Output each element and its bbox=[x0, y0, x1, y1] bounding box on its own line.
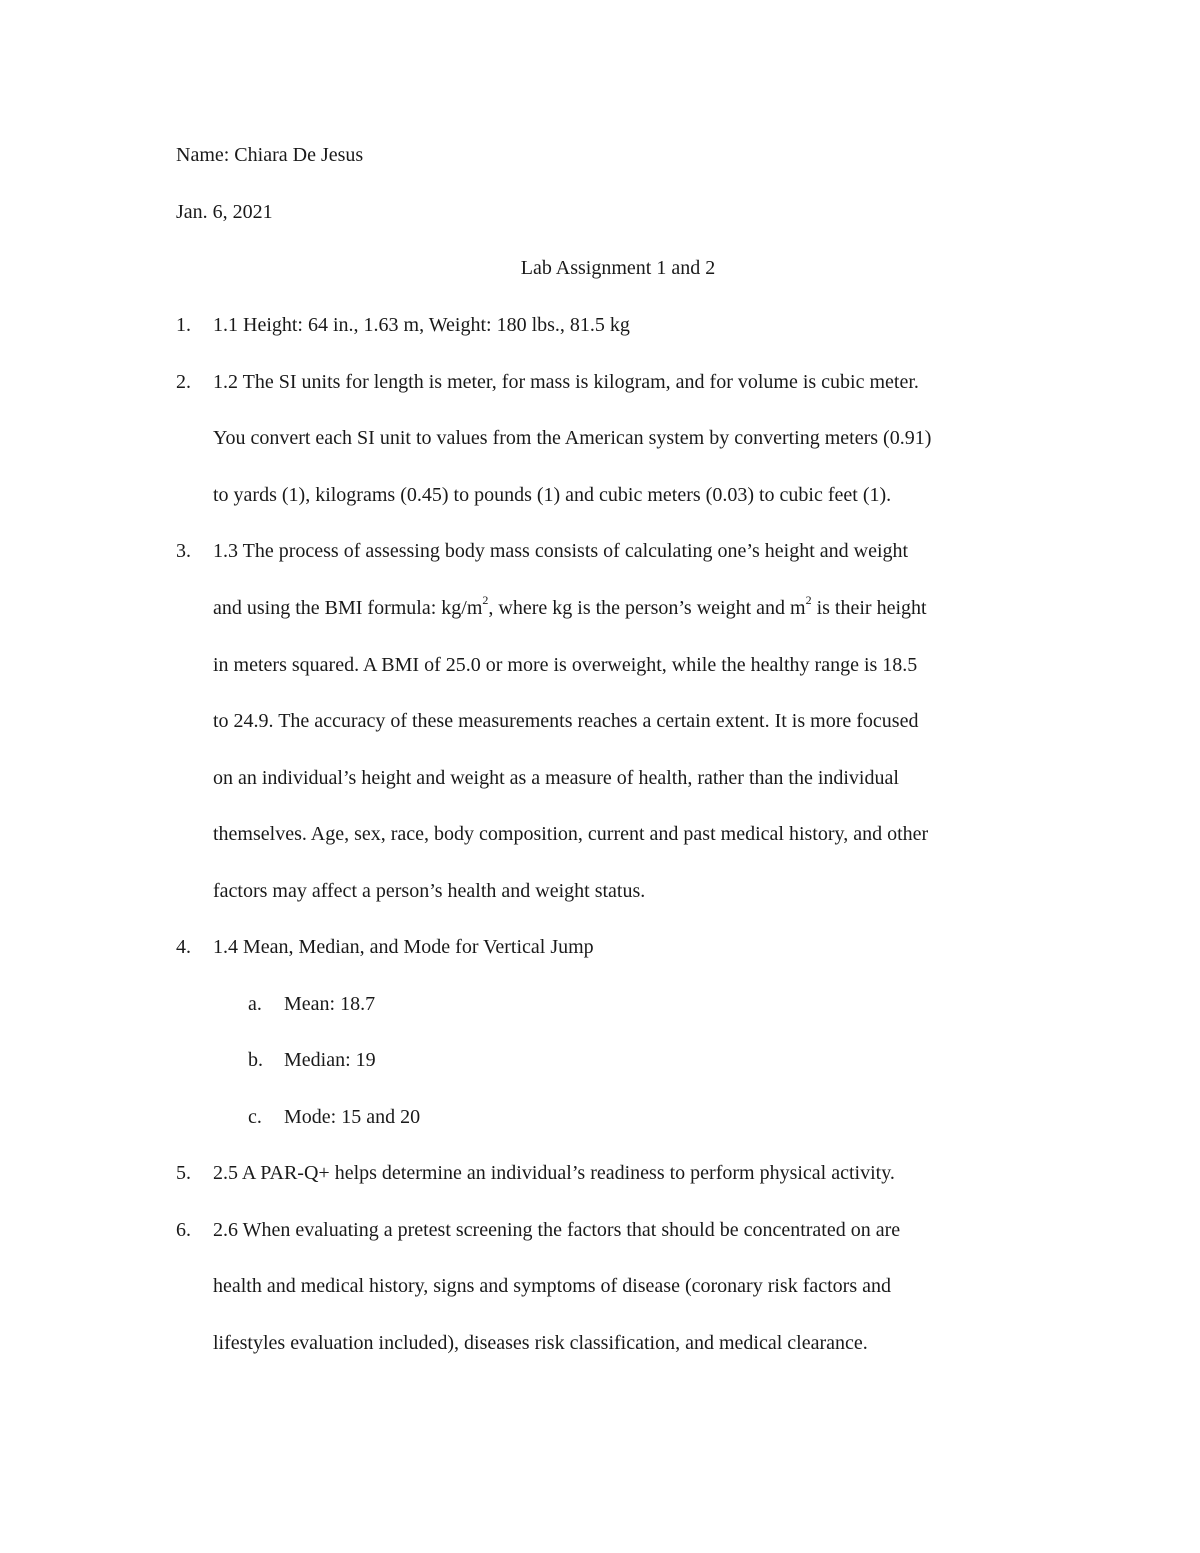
list-item-number: 5. bbox=[176, 1162, 191, 1184]
document-date: Jan. 6, 2021 bbox=[176, 201, 273, 223]
list-item-text: on an individual’s height and weight as a measure of health, rather than the individual bbox=[213, 767, 899, 789]
bmi-formula-text: and using the BMI formula: kg/m bbox=[213, 597, 483, 619]
list-item-text: 1.4 Mean, Median, and Mode for Vertical Jump bbox=[213, 936, 594, 958]
list-item-text-with-superscripts bbox=[213, 593, 927, 620]
list-item-text: lifestyles evaluation included), diseases risk classification, and medical clearance. bbox=[213, 1332, 868, 1354]
list-item-number: 2. bbox=[176, 371, 191, 393]
sub-list-item-letter: a. bbox=[248, 993, 262, 1015]
list-item-text: health and medical history, signs and symptoms of disease (coronary risk factors and bbox=[213, 1275, 891, 1297]
sub-list-item-text: Median: 19 bbox=[284, 1049, 376, 1071]
sub-list-item-text: Mode: 15 and 20 bbox=[284, 1106, 421, 1128]
list-item-number: 4. bbox=[176, 936, 191, 958]
sub-list-item-letter: c. bbox=[248, 1106, 262, 1128]
list-item-text: 1.1 Height: 64 in., 1.63 m, Weight: 180 lbs., 81.5 kg bbox=[213, 314, 630, 336]
superscript: 2 bbox=[482, 593, 489, 608]
list-item-number: 1. bbox=[176, 314, 191, 336]
document-title: Lab Assignment 1 and 2 bbox=[520, 257, 716, 279]
list-item-text: themselves. Age, sex, race, body composition, current and past medical history, and other bbox=[213, 823, 929, 845]
list-item-text: 2.6 When evaluating a pretest screening the factors that should be concentrated on are bbox=[213, 1219, 901, 1241]
sub-list-item-letter: b. bbox=[248, 1049, 263, 1071]
list-item-text: to yards (1), kilograms (0.45) to pounds (1) and cubic meters (0.03) to cubic feet (1). bbox=[213, 484, 892, 506]
list-item-text: 2.5 A PAR-Q+ helps determine an individual’s readiness to perform physical activity. bbox=[213, 1162, 895, 1184]
superscript: 2 bbox=[805, 593, 812, 608]
list-item-number: 6. bbox=[176, 1219, 191, 1241]
list-item-text: to 24.9. The accuracy of these measurements reaches a certain extent. It is more focused bbox=[213, 710, 919, 732]
weight-text: , where kg is the person’s weight and m bbox=[488, 597, 806, 619]
list-item-text: 1.2 The SI units for length is meter, for mass is kilogram, and for volume is cubic meter. bbox=[213, 371, 919, 393]
list-item-text: in meters squared. A BMI of 25.0 or more is overweight, while the healthy range is 18.5 bbox=[213, 654, 918, 676]
student-name: Name: Chiara De Jesus bbox=[176, 144, 364, 166]
list-item-number: 3. bbox=[176, 540, 191, 562]
list-item-text: 1.3 The process of assessing body mass consists of calculating one’s height and weight bbox=[213, 540, 909, 562]
sub-list-item-text: Mean: 18.7 bbox=[284, 993, 376, 1015]
list-item-text: factors may affect a person’s health and weight status. bbox=[213, 880, 646, 902]
height-text: is their height bbox=[811, 597, 927, 619]
list-item-text: You convert each SI unit to values from the American system by converting meters (0.91) bbox=[213, 427, 932, 449]
